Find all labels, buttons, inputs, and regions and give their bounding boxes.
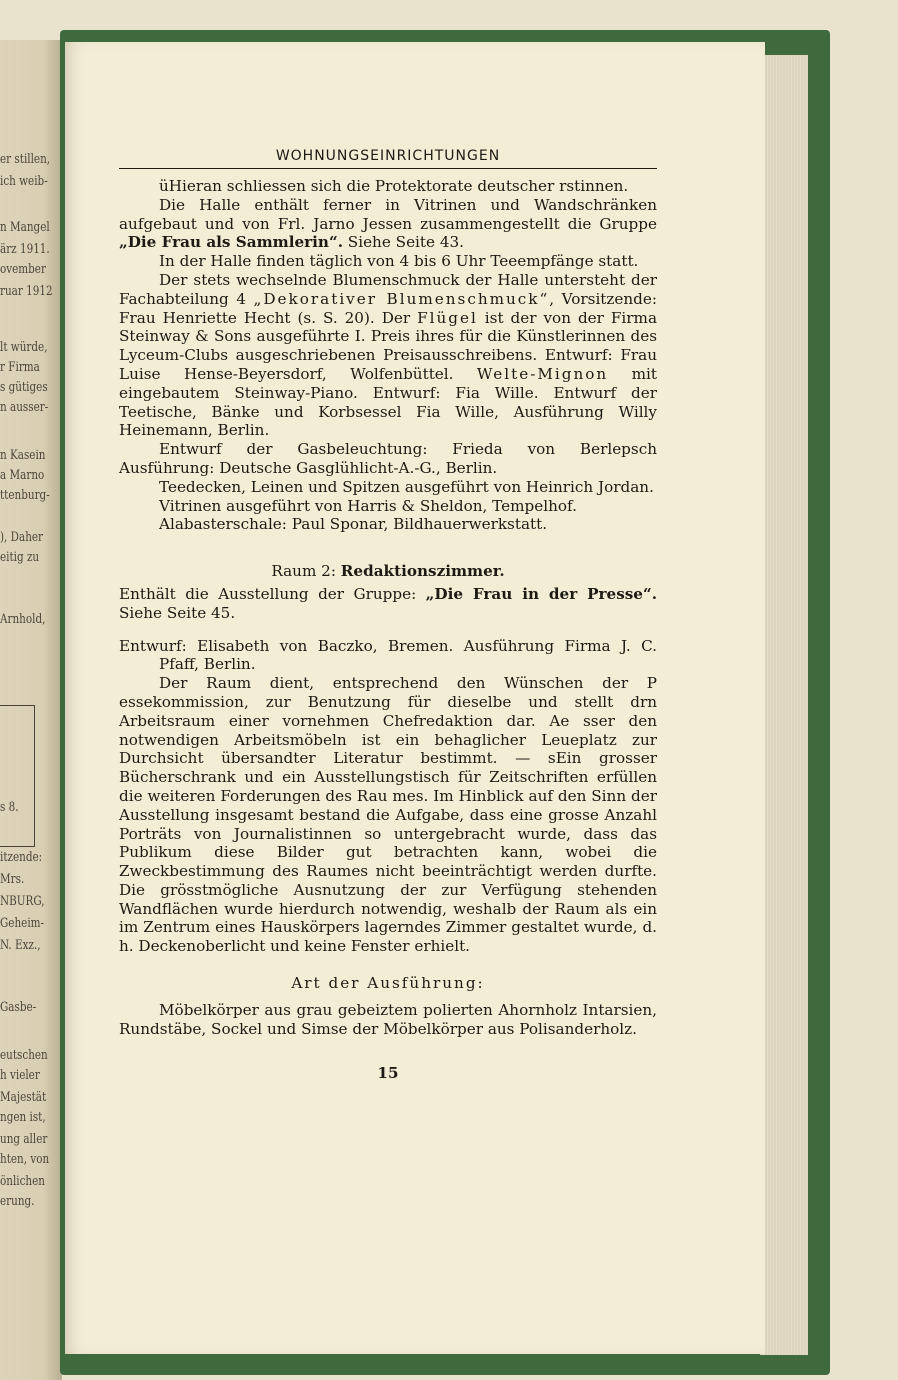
paragraph-blumenschmuck: Der stets wechselnde Blumenschmuck der Halle untersteht der Fachabteilung 4 „Dekorativer Blumenschmuck“, Vorsitzende: Frau Henriette Hecht (s. S. 20). Der Flügel ist der von der Firma Steinway & Sons ausgeführte I. Preis ihres für die Künstlerinnen des Lyceum-Clubs ausgeschriebenen Preisausschreibens. Entwurf: Frau Luise Hense-Beyersdorf, Wolfenbüttel. Welte-Mignon mit eingebautem Steinway-Piano. Entwurf: Fia Wille. Entwurf der Teetische, Bänke und Korbsessel Fia Wille, Ausführung Willy Heinemann, Berlin. [119, 270, 657, 440]
execution-paragraph: Möbelkörper aus grau gebeiztem polierten Ahornholz Intarsien, Rundstäbe, Sockel und Simse der Möbelkörper aus Polisanderholz. [119, 1000, 657, 1038]
left-page-fragment: er stillen, [0, 152, 51, 167]
left-page-fragment: n Kasein [0, 448, 46, 463]
left-page-fragment: itzende: [0, 850, 43, 865]
execution-heading: Art der Ausführung: [291, 974, 485, 993]
left-page-edge [0, 40, 62, 1380]
header-rule [119, 168, 657, 169]
left-page-fragment: Mrs. [0, 872, 25, 887]
left-page-fragment: hten, von [0, 1152, 50, 1167]
left-page-fragment: ung aller [0, 1132, 48, 1147]
paragraph-vitrinen: Die Halle enthält ferner in Vitrinen und Wandschränken aufgebaut und von Frl. Jarno Jessen zusammengestellt die Gruppe „Die Frau als Sammlerin“. Siehe Seite 43. [119, 195, 657, 252]
paragraph-alabasterschale: Alabasterschale: Paul Sponar, Bildhauerwerkstatt. [159, 515, 548, 534]
left-page-fragment: ärz 1911. [0, 242, 50, 257]
room-description: Enthält die Ausstellung der Gruppe: „Die Frau in der Presse“. Siehe Seite 45. [119, 584, 657, 622]
page-content [119, 148, 657, 1083]
room-heading: Raum 2: Redaktionszimmer. [271, 562, 505, 581]
left-page-fragment: a Marno [0, 468, 45, 483]
page-number: 15 [377, 1064, 399, 1083]
left-page-fragment: erung. [0, 1194, 35, 1209]
paragraph-teedecken: Teedecken, Leinen und Spitzen ausgeführt von Heinrich Jordan. [159, 477, 654, 496]
paragraph-teeempfaenge: In der Halle finden täglich von 4 bis 6 Uhr Teeempfänge statt. [159, 252, 639, 271]
left-page-fragment: s gütiges [0, 380, 48, 395]
left-page-fragment: N. Exz., [0, 938, 41, 953]
book-page [65, 42, 765, 1354]
left-page-fragment: ich weib- [0, 174, 48, 189]
page-stack-edge [760, 55, 808, 1355]
left-page-fragment: r Firma [0, 360, 40, 375]
left-page-fragment: eitig zu [0, 550, 40, 565]
left-page-fragment: Arnhold, [0, 612, 46, 627]
left-page-fragment: n ausser- [0, 400, 49, 415]
room-body-paragraph: Der Raum dient, entsprechend den Wünschen der P essekommission, zur Benutzung für dieselbe und stellt drn Arbeitsraum einer vornehmen Chefredaktion dar. Ae sser den notwendigen Arbeitsmöbeln ist ein behaglicher Leueplatz zur Durchsicht übersandter Literatur bestimmt. — sEin grosser Bücherschrank und ein Ausstellungstisch für Zeitschriften erfüllen die weiteren Forderungen des Rau mes. Im Hinblick auf den Sinn der Ausstellung insgesamt bestand die Aufgabe, dass eine grosse Anzahl Porträts von Journalistinnen so untergebracht wurde, dass das Publikum diese Bilder gut betrachten kann, wobei die Zweckbestimmung des Raumes nicht beeinträchtigt werden durfte. Die grösstmögliche Ausnutzung der zur Verfügung stehenden Wandflächen wurde hierdurch notwendig, weshalb der Raum als ein im Zentrum eines Hauskörpers lagerndes Zimmer gestaltet wurde, d. h. Deckenoberlicht und keine Fenster erhielt. [119, 674, 657, 956]
left-page-box-rule [0, 705, 35, 847]
left-page-fragment: lt würde, [0, 340, 48, 355]
paragraph-vitrinen-harris: Vitrinen ausgeführt von Harris & Sheldon, Tempelhof. [159, 496, 577, 515]
paragraph-protektorate: üHieran schliessen sich die Protektorate deutscher rstinnen. [159, 177, 629, 195]
left-page-fragment: ovember [0, 262, 46, 277]
left-page-fragment: h vieler [0, 1068, 40, 1083]
left-page-fragment: NBURG, [0, 894, 45, 909]
left-page-fragment: eutschen [0, 1048, 48, 1063]
left-page-fragment: Majestät [0, 1090, 47, 1105]
left-page-fragment: s 8. [0, 800, 19, 815]
left-page-fragment: n Mangel [0, 220, 50, 235]
left-page-fragment: ), Daher [0, 530, 44, 545]
left-page-fragment: önlichen [0, 1174, 45, 1189]
left-page-fragment: ttenburg- [0, 488, 50, 503]
left-page-fragment: Gasbe- [0, 1000, 37, 1015]
paragraph-gasbeleuchtung: Entwurf der Gasbeleuchtung: Frieda von Berlepsch Ausführung: Deutsche Gasglühlicht-A.-G., Berlin. [119, 440, 657, 477]
design-credit: Entwurf: Elisabeth von Baczko, Bremen. Ausführung Firma J. C. Pfaff, Berlin. [119, 636, 657, 674]
left-page-fragment: Geheim- [0, 916, 45, 931]
running-header: WOHNUNGSEINRICHTUNGEN [275, 148, 501, 164]
left-page-fragment: ngen ist, [0, 1110, 46, 1125]
left-page-fragment: ruar 1912 [0, 284, 53, 299]
